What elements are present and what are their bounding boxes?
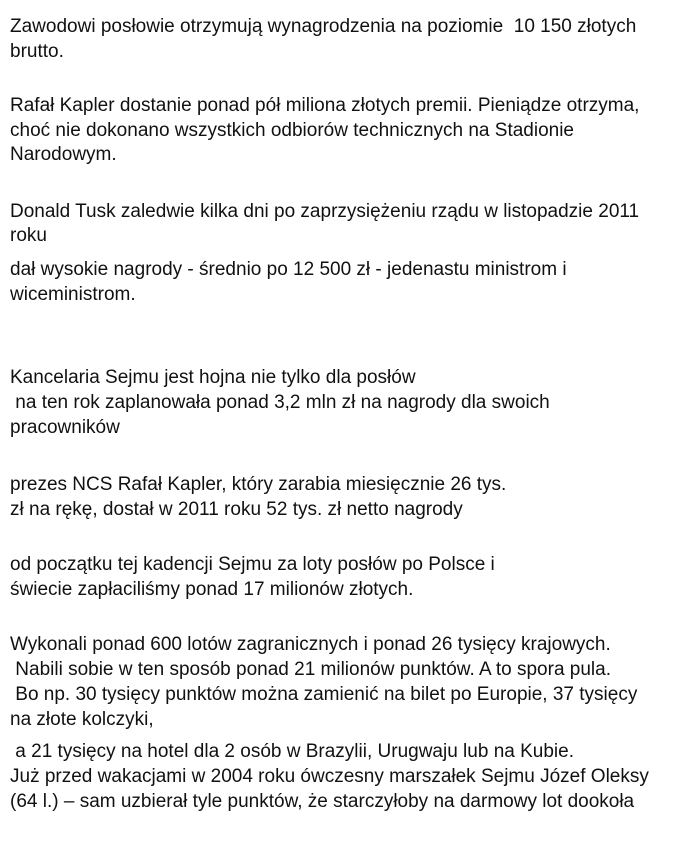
text-line: Donald Tusk zaledwie kilka dni po zaprzysiężeniu rządu w listopadzie 2011 xyxy=(10,201,640,222)
text-line: (64 l.) – sam uzbierał tyle punktów, że starczyłoby na darmowy lot dookoła xyxy=(10,791,635,812)
text-line: prezes NCS Rafał Kapler, który zarabia miesięcznie 26 tys. xyxy=(10,474,507,495)
text-line: Już przed wakacjami w 2004 roku ówczesny marszałek Sejmu Józef Oleksy xyxy=(10,766,649,787)
text-line: Kancelaria Sejmu jest hojna nie tylko dla posłów xyxy=(10,367,416,388)
text-line: choć nie dokonano wszystkich odbiorów technicznych na Stadionie xyxy=(10,120,574,141)
text-line: świecie zapłaciliśmy ponad 17 milionów złotych. xyxy=(10,579,414,600)
text-line: Nabili sobie w ten sposób ponad 21 milionów punktów. A to spora pula. xyxy=(10,659,611,680)
text-line: zł na rękę, dostał w 2011 roku 52 tys. zł netto nagrody xyxy=(10,499,463,520)
text-line: Rafał Kapler dostanie ponad pół miliona złotych premii. Pieniądze otrzyma, xyxy=(10,95,640,116)
text-line: pracowników xyxy=(10,417,120,438)
text-line: od początku tej kadencji Sejmu za loty posłów po Polsce i xyxy=(10,554,495,575)
text-line: wiceministrom. xyxy=(10,284,136,305)
text-line: dał wysokie nagrody - średnio po 12 500 zł - jedenastu ministrom i xyxy=(10,259,567,280)
text-line: a 21 tysięcy na hotel dla 2 osób w Brazylii, Urugwaju lub na Kubie. xyxy=(10,741,574,762)
text-line: Zawodowi posłowie otrzymują wynagrodzenia na poziomie 10 150 złotych xyxy=(10,16,637,37)
text-line: brutto. xyxy=(10,41,64,62)
text-line: na ten rok zaplanowała ponad 3,2 mln zł na nagrody dla swoich xyxy=(10,392,550,413)
text-line: Bo np. 30 tysięcy punktów można zamienić na bilet po Europie, 37 tysięcy xyxy=(10,684,638,705)
text-line: Wykonali ponad 600 lotów zagranicznych i ponad 26 tysięcy krajowych. xyxy=(10,634,611,655)
text-line: roku xyxy=(10,225,47,246)
text-line: Narodowym. xyxy=(10,144,117,165)
text-line: na złote kolczyki, xyxy=(10,709,154,730)
